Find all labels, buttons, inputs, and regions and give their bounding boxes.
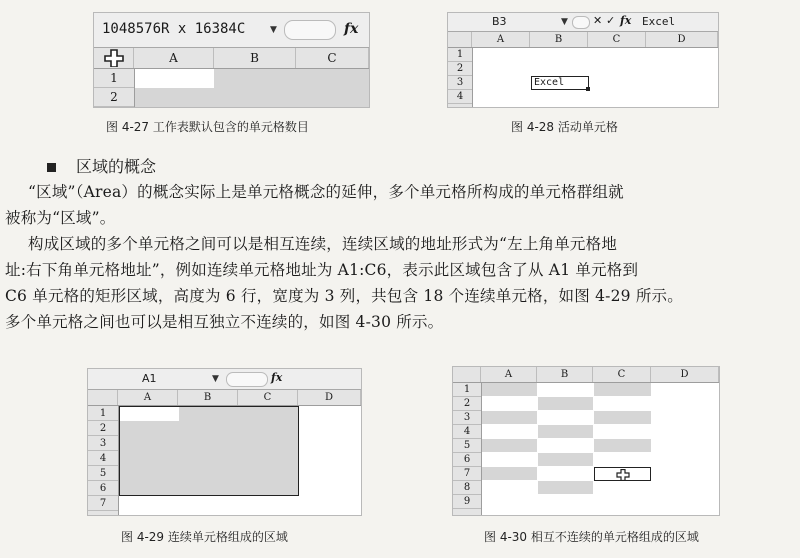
fig28-screenshot <box>447 12 719 108</box>
fig28-formula-bar <box>448 13 718 32</box>
paragraph-2-line-4: 多个单元格之间也可以是相互独立不连续的，如图 4-30 所示。 <box>5 313 444 331</box>
fig30-column-headers <box>453 367 719 383</box>
fig28-col-header-c[interactable]: C <box>588 32 646 47</box>
section-heading: 区域的概念 <box>76 157 157 176</box>
fig30-screenshot <box>452 366 720 516</box>
fig27-row-header-2[interactable]: 2 <box>94 88 134 107</box>
paragraph-2-line-3: C6 单元格的矩形区域，高度为 6 行，宽度为 3 列，共包含 18 个连续单元格，如图 4-29 所示。 <box>5 287 683 305</box>
fig30-cell-b2[interactable] <box>538 397 593 410</box>
fig28-name-box[interactable]: B3 <box>492 15 507 28</box>
fig28-col-header-a[interactable]: A <box>472 32 530 47</box>
chevron-down-icon[interactable]: ▼ <box>270 25 277 35</box>
fig27-row-headers <box>94 69 135 107</box>
paragraph-2-line-2: 址:右下角单元格地址”，例如连续单元格地址为 A1:C6，表示此区域包含了从 A1 单元格到 <box>5 261 639 279</box>
fig27-formula-bar <box>94 13 369 48</box>
fig29-active-cell-a1[interactable] <box>120 407 179 421</box>
select-all-corner[interactable] <box>94 48 134 68</box>
fig29-row-header-4[interactable]: 4 <box>88 451 118 466</box>
fig29-col-header-a[interactable]: A <box>118 390 178 405</box>
fig28-col-header-d[interactable]: D <box>646 32 718 47</box>
fig29-row-headers <box>88 406 119 515</box>
fill-handle[interactable] <box>586 87 590 91</box>
fig29-row-header-1[interactable]: 1 <box>88 406 118 421</box>
fx-icon[interactable]: fx <box>271 371 283 384</box>
chevron-down-icon[interactable]: ▼ <box>212 374 219 384</box>
cancel-icon[interactable]: ✕ <box>593 14 603 27</box>
fig28-row-headers <box>448 48 473 107</box>
fig28-column-headers <box>448 32 718 48</box>
cell-cursor-icon <box>616 469 630 481</box>
fig30-row-header-9[interactable]: 9 <box>453 495 481 509</box>
fig29-formula-slider[interactable] <box>226 372 268 387</box>
fig27-active-cell-a1[interactable] <box>135 69 214 88</box>
fig28-col-header-b[interactable]: B <box>530 32 588 47</box>
fig28-formula-slider[interactable] <box>572 16 590 29</box>
fig28-formula-input[interactable]: Excel <box>642 15 676 28</box>
fig28-active-cell-b3[interactable]: Excel <box>531 76 589 90</box>
fig29-row-header-5[interactable]: 5 <box>88 466 118 481</box>
fig27-selected-all-cells[interactable] <box>135 69 369 107</box>
fig30-caption: 图 4-30 相互不连续的单元格组成的区域 <box>484 530 699 544</box>
fig29-row-header-2[interactable]: 2 <box>88 421 118 436</box>
fig30-row-headers <box>453 383 482 515</box>
fig29-name-box[interactable]: A1 <box>142 372 157 385</box>
fig29-formula-bar <box>88 369 361 390</box>
select-all-corner[interactable] <box>453 367 481 382</box>
fx-icon[interactable]: fx <box>344 21 359 37</box>
fig30-col-header-c[interactable]: C <box>593 367 651 382</box>
fig28-row-header-2[interactable]: 2 <box>448 62 472 76</box>
fig30-cell-b6[interactable] <box>538 453 593 466</box>
section-bullet <box>47 163 56 172</box>
fig27-col-header-a[interactable]: A <box>134 48 214 68</box>
fig30-cell-a5[interactable] <box>482 439 537 452</box>
fig30-cell-a3[interactable] <box>482 411 537 424</box>
fig30-col-header-b[interactable]: B <box>537 367 593 382</box>
fig29-row-header-3[interactable]: 3 <box>88 436 118 451</box>
fig27-formula-slider[interactable] <box>284 20 336 40</box>
paragraph-1-line-2: 被称为“区域”。 <box>5 209 116 227</box>
fig30-col-header-a[interactable]: A <box>481 367 537 382</box>
fig27-screenshot <box>93 12 370 108</box>
fig30-row-header-2[interactable]: 2 <box>453 397 481 411</box>
fig28-row-header-4[interactable]: 4 <box>448 90 472 104</box>
fig30-row-header-1[interactable]: 1 <box>453 383 481 397</box>
fig29-screenshot <box>87 368 362 516</box>
fig30-row-header-3[interactable]: 3 <box>453 411 481 425</box>
fig30-cell-c5[interactable] <box>594 439 651 452</box>
fig29-cells[interactable] <box>119 406 361 515</box>
fig27-name-box[interactable]: 1048576R x 16384C <box>102 21 246 37</box>
fig30-cell-b8[interactable] <box>538 481 593 494</box>
fig30-col-header-d[interactable]: D <box>651 367 719 382</box>
fig30-row-header-6[interactable]: 6 <box>453 453 481 467</box>
fig30-cell-a1[interactable] <box>482 383 537 396</box>
select-all-corner[interactable] <box>448 32 472 47</box>
fig30-row-header-8[interactable]: 8 <box>453 481 481 495</box>
fig29-range-a1-c6[interactable] <box>119 406 299 496</box>
fig29-caption: 图 4-29 连续单元格组成的区域 <box>121 530 288 544</box>
paragraph-2-line-1: 构成区域的多个单元格之间可以是相互连续，连续区域的地址形式为“左上角单元格地 <box>28 235 618 253</box>
fig30-cell-b4[interactable] <box>538 425 593 438</box>
fig30-cell-a7[interactable] <box>482 467 537 480</box>
fig30-cells[interactable] <box>482 383 719 515</box>
fig29-row-header-6[interactable]: 6 <box>88 481 118 496</box>
fig27-col-header-c[interactable]: C <box>296 48 369 68</box>
fig29-column-headers <box>88 390 361 406</box>
fig27-col-header-b[interactable]: B <box>214 48 296 68</box>
fig27-caption: 图 4-27 工作表默认包含的单元格数目 <box>106 120 309 134</box>
fx-icon[interactable]: fx <box>620 14 632 27</box>
enter-check-icon[interactable]: ✓ <box>606 14 616 27</box>
fig29-col-header-d[interactable]: D <box>298 390 361 405</box>
fig30-row-header-5[interactable]: 5 <box>453 439 481 453</box>
fig30-row-header-7[interactable]: 7 <box>453 467 481 481</box>
fig28-cells[interactable] <box>473 48 718 107</box>
fig27-column-headers <box>94 48 369 69</box>
fig30-cell-c3[interactable] <box>594 411 651 424</box>
fig28-row-header-3[interactable]: 3 <box>448 76 472 90</box>
fig30-row-header-4[interactable]: 4 <box>453 425 481 439</box>
fig29-col-header-c[interactable]: C <box>238 390 298 405</box>
chevron-down-icon[interactable]: ▼ <box>561 17 568 27</box>
fig30-cell-c1[interactable] <box>594 383 651 396</box>
paragraph-1-line-1: “区域”（Area）的概念实际上是单元格概念的延伸，多个单元格所构成的单元格群组就 <box>28 183 624 201</box>
fig29-col-header-b[interactable]: B <box>178 390 238 405</box>
select-all-corner[interactable] <box>88 390 118 405</box>
fig27-row-header-1[interactable]: 1 <box>94 69 134 88</box>
fig28-caption: 图 4-28 活动单元格 <box>511 120 618 134</box>
fig29-row-header-7[interactable]: 7 <box>88 496 118 511</box>
fig28-row-header-1[interactable]: 1 <box>448 48 472 62</box>
